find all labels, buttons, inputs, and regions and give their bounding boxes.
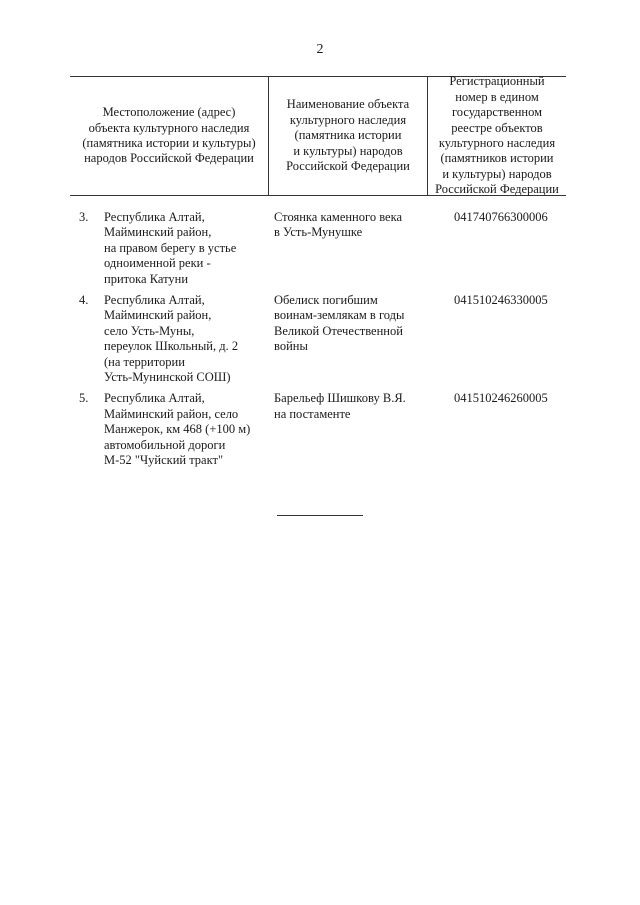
row-name: Барельеф Шишкову В.Я. на постаменте — [274, 391, 406, 421]
row-location: Республика Алтай, Майминский район, на правом берегу в устье одноименной реки - притока Катуни — [104, 210, 237, 286]
header-name — [268, 77, 428, 195]
table-header — [70, 76, 566, 196]
row-number: 5. — [79, 391, 89, 406]
header-reg-number-text: Регистрационный номер в едином государственном реестре объектов культурного наследия (памятников истории и культуры) народов Российской Федерации — [435, 74, 559, 197]
row-name: Стоянка каменного века в Усть-Мунушке — [274, 210, 402, 240]
table-row — [70, 210, 566, 287]
table-body — [70, 196, 566, 469]
header-location — [70, 77, 268, 195]
row-reg-number: 041740766300006 — [454, 210, 548, 224]
row-name: Обелиск погибшим воинам-землякам в годы Великой Отечественной войны — [274, 293, 405, 354]
row-number: 3. — [79, 210, 89, 224]
heritage-objects-table — [70, 76, 566, 475]
row-number: 4. — [79, 293, 89, 308]
row-reg-number: 041510246260005 — [454, 391, 548, 406]
table-row — [70, 293, 566, 385]
header-reg-number — [428, 74, 566, 197]
row-reg-number: 041510246330005 — [454, 293, 548, 308]
page-number: 2 — [316, 42, 324, 57]
header-name-text: Наименование объекта культурного наследия (памятника истории и культуры) народов Российской Федерации — [286, 97, 410, 174]
row-location: Республика Алтай, Майминский район, село Манжерок, км 468 (+100 м) автомобильной дороги М-52 "Чуйский тракт" — [104, 391, 251, 468]
end-separator-line — [277, 515, 363, 516]
header-location-text: Местоположение (адрес) объекта культурного наследия (памятника истории и культуры) народов Российской Федерации — [82, 105, 256, 166]
row-location: Республика Алтай, Майминский район, село Усть-Муны, переулок Школьный, д. 2 (на территории Усть-Мунинской СОШ) — [104, 293, 239, 385]
table-row — [70, 391, 566, 468]
